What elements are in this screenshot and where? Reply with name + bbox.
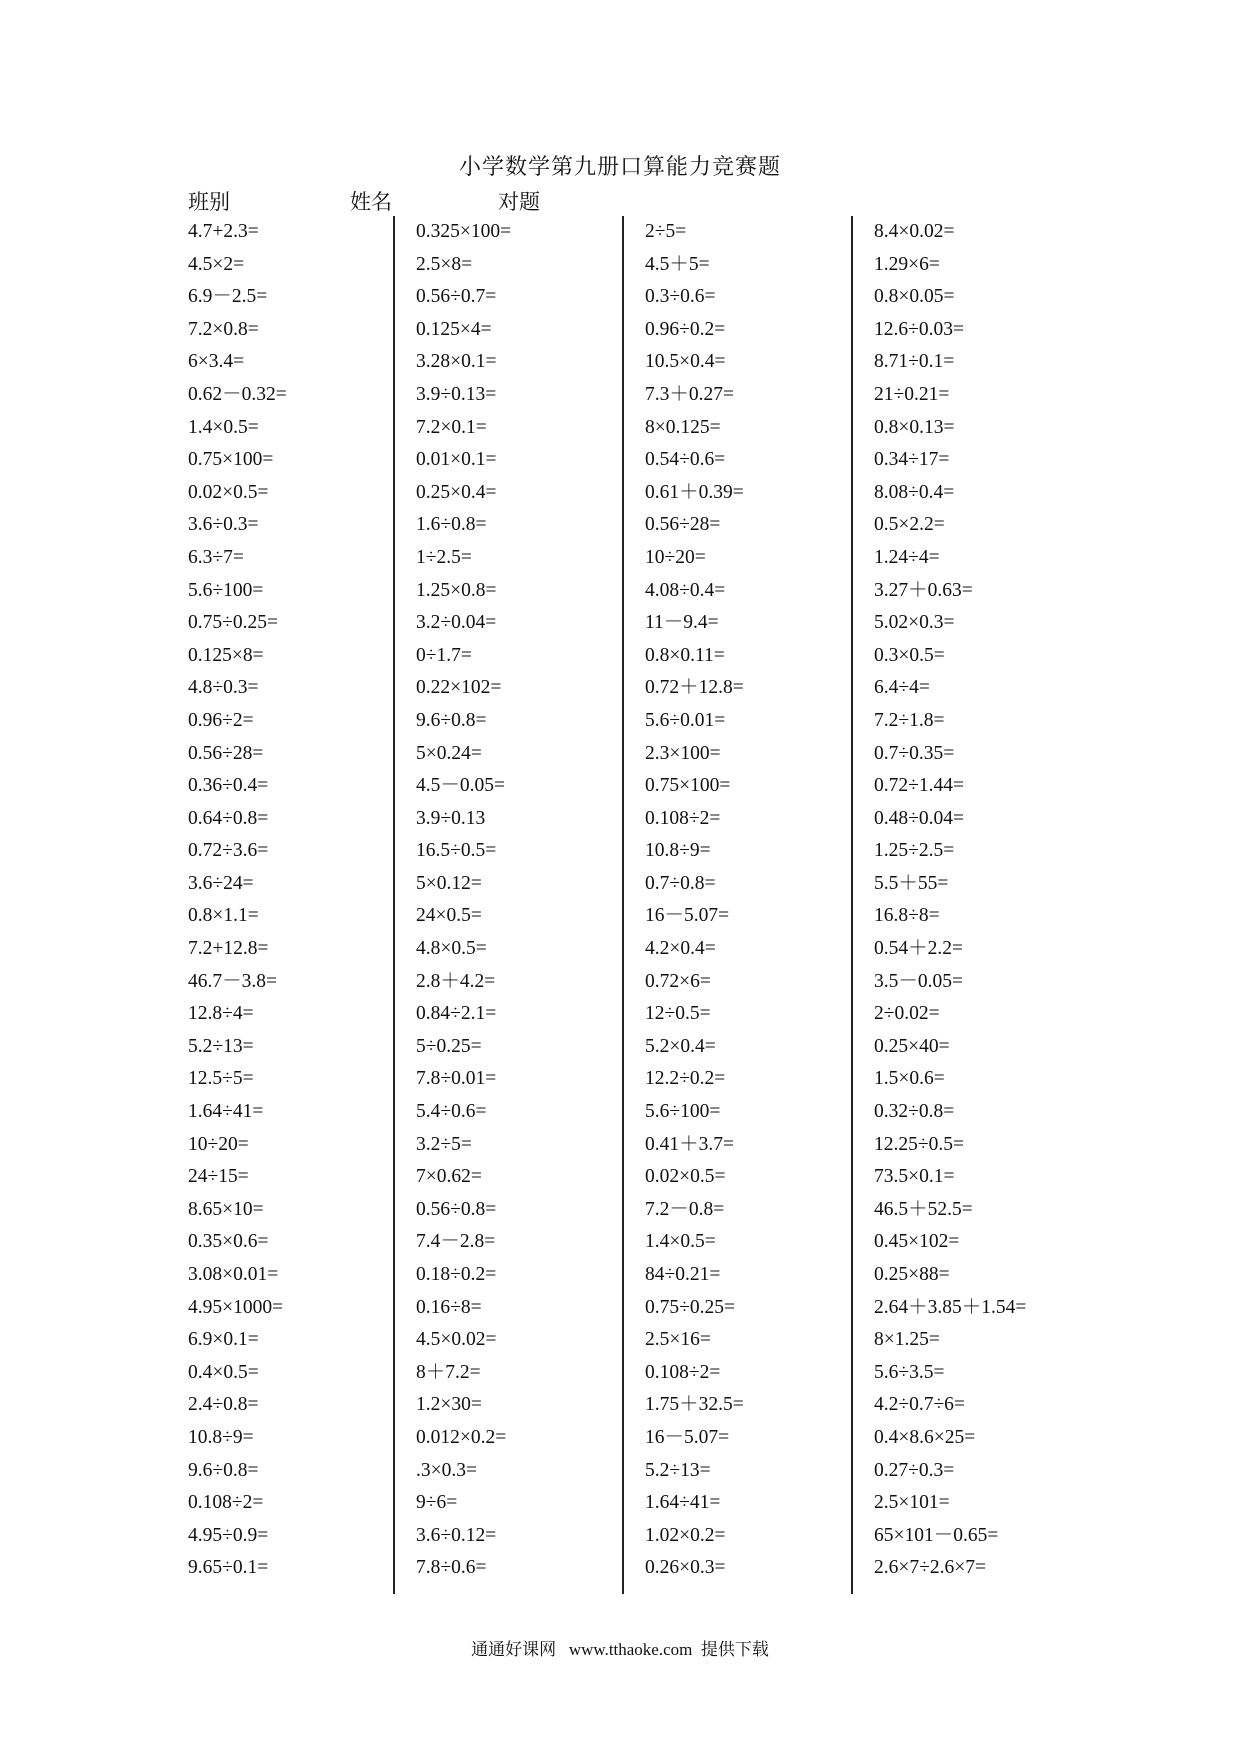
problem-item: 16.8÷8= (874, 905, 940, 927)
problem-item: 1.4×0.5= (645, 1231, 716, 1253)
problem-item: 5.6÷100= (645, 1101, 721, 1123)
problem-item: 7.8÷0.01= (416, 1068, 497, 1090)
problem-item: 0.72÷1.44= (874, 775, 964, 797)
problem-item: 9.65÷0.1= (188, 1557, 269, 1579)
column-divider (622, 216, 624, 1594)
problem-item: 3.6÷0.12= (416, 1524, 497, 1546)
problem-item: 0.8×0.11= (645, 644, 725, 666)
problem-item: 3.6÷0.3= (188, 514, 259, 536)
problem-item: 2.4÷0.8= (188, 1394, 259, 1416)
page-title: 小学数学第九册口算能力竞赛题 (458, 154, 781, 179)
problem-item: 16－5.07= (645, 1426, 730, 1448)
problem-item: 4.5×0.02= (416, 1329, 497, 1351)
problem-item: 8＋7.2= (416, 1361, 481, 1383)
problem-item: 16－5.07= (645, 905, 730, 927)
problem-column-2 (416, 216, 644, 1585)
problem-item: 0.75÷0.25= (188, 612, 278, 634)
problem-item: 7.2－0.8= (645, 1198, 725, 1220)
problem-item: 0.72＋12.8= (645, 677, 744, 699)
problem-item: 10.5×0.4= (645, 351, 726, 373)
problem-item: 6.9×0.1= (188, 1329, 259, 1351)
problem-item: 2.5×16= (645, 1329, 711, 1351)
problem-column-4 (874, 216, 1102, 1585)
problem-item: 0.36÷0.4= (188, 775, 269, 797)
problem-item: 6.9－2.5= (188, 286, 268, 308)
problem-item: 0.325×100= (416, 221, 512, 242)
problem-item: 5.6÷0.01= (645, 709, 726, 731)
problem-item: 12÷0.5= (645, 1003, 711, 1025)
footer-credit: 通通好课网 www.tthaoke.com 提供下载 (471, 1640, 769, 1659)
problem-item: 0.4×8.6×25= (874, 1426, 976, 1448)
problem-item: 73.5×0.1= (874, 1166, 955, 1188)
problem-item: 12.25÷0.5= (874, 1133, 964, 1155)
problem-item: 0.22×102= (416, 677, 502, 699)
problem-item: 24÷15= (188, 1166, 249, 1188)
problem-item: 0.5×2.2= (874, 514, 945, 536)
problem-item: 5÷0.25= (416, 1035, 482, 1057)
problem-item: 0.32÷0.8= (874, 1101, 955, 1123)
problem-item: 0.4×0.5= (188, 1361, 259, 1383)
problem-item: 5.2×0.4= (645, 1035, 716, 1057)
problem-item: 8.08÷0.4= (874, 481, 955, 503)
problem-item: 1.6÷0.8= (416, 514, 487, 536)
problem-item: 1.24÷4= (874, 546, 940, 568)
problem-item: 0.25×88= (874, 1264, 950, 1285)
problem-item: 4.08÷0.4= (645, 579, 726, 601)
problem-item: 4.8×0.5= (416, 938, 487, 960)
problem-item: 0.108÷2= (188, 1492, 264, 1514)
problem-item: 4.5×2= (188, 253, 245, 275)
problem-item: 0.45×102= (874, 1231, 960, 1253)
problem-item: 3.9÷0.13 (416, 807, 486, 829)
correct-count-label: 对题 (498, 190, 540, 214)
problem-item: 6×3.4= (188, 351, 245, 373)
problem-item: 0.96÷2= (188, 709, 254, 731)
problem-item: 0.75÷0.25= (645, 1296, 735, 1318)
problem-item: 1÷2.5= (416, 546, 472, 568)
problem-item: 0.125×8= (188, 644, 264, 666)
problem-item: 2.5×101= (874, 1492, 950, 1514)
problem-item: 6.3÷7= (188, 546, 244, 568)
problem-item: 0.01×0.1= (416, 449, 497, 471)
problem-item: 8.4×0.02= (874, 221, 955, 242)
problem-item: 8.65×10= (188, 1198, 264, 1220)
problem-item: 1.2×30= (416, 1394, 482, 1416)
problem-item: 0.72÷3.6= (188, 840, 269, 862)
problem-item: 1.4×0.5= (188, 416, 259, 438)
problem-item: 0.16÷8= (416, 1296, 482, 1318)
problem-item: 5.6÷3.5= (874, 1361, 945, 1383)
problem-item: 3.5－0.05= (874, 970, 963, 992)
problem-item: 7.2+12.8= (188, 938, 269, 960)
problem-item: 7.4－2.8= (416, 1231, 496, 1253)
problem-item: 6.4÷4= (874, 677, 930, 699)
problem-item: 1.29×6= (874, 253, 940, 275)
problem-item: 84÷0.21= (645, 1264, 721, 1285)
problem-item: 8.71÷0.1= (874, 351, 955, 373)
problem-item: 1.64÷41= (188, 1101, 264, 1123)
problem-item: 10÷20= (645, 546, 706, 568)
problem-item: 46.5＋52.5= (874, 1198, 973, 1220)
problem-item: 0.56÷28= (188, 742, 264, 764)
problem-item: 0.108÷2= (645, 807, 721, 829)
problem-item: 10÷20= (188, 1133, 249, 1155)
problem-item: 0.012×0.2= (416, 1426, 507, 1448)
problem-item: 0.25×40= (874, 1035, 950, 1057)
problem-item: 0.54＋2.2= (874, 938, 963, 960)
problem-item: 4.7+2.3= (188, 221, 259, 242)
problem-item: 0.61＋0.39= (645, 481, 744, 503)
problem-item: 0.108÷2= (645, 1361, 721, 1383)
problem-item: 0.8×0.13= (874, 416, 955, 438)
problem-item: 0.56÷28= (645, 514, 721, 536)
problem-item: 7×0.62= (416, 1166, 482, 1188)
problem-item: 0.7÷0.35= (874, 742, 955, 764)
problem-item: 0.125×4= (416, 318, 492, 340)
problem-item: 1.25÷2.5= (874, 840, 955, 862)
problem-item: 0÷1.7= (416, 644, 472, 666)
problem-item: 0.02×0.5= (645, 1166, 726, 1188)
problem-item: 24×0.5= (416, 905, 482, 927)
problem-item: 0.96÷0.2= (645, 318, 726, 340)
problem-item: 9.6÷0.8= (188, 1459, 259, 1481)
problem-item: 2÷0.02= (874, 1003, 940, 1025)
problem-item: 3.2÷5= (416, 1133, 472, 1155)
problem-item: 0.35×0.6= (188, 1231, 269, 1253)
problem-item: 9÷6= (416, 1492, 458, 1514)
problem-item: 3.08×0.01= (188, 1264, 279, 1285)
problem-item: 3.28×0.1= (416, 351, 497, 373)
problem-item: 5.5＋55= (874, 872, 949, 894)
problem-item: 9.6÷0.8= (416, 709, 487, 731)
problem-item: 0.48÷0.04= (874, 807, 964, 829)
problem-item: 1.02×0.2= (645, 1524, 726, 1546)
problem-item: 5.2÷13= (645, 1459, 711, 1481)
problem-item: 0.41＋3.7= (645, 1133, 734, 1155)
problem-item: 46.7－3.8= (188, 970, 277, 992)
column-divider (393, 216, 395, 1594)
problem-item: 7.2×0.8= (188, 318, 259, 340)
problem-item: 0.3×0.5= (874, 644, 945, 666)
problem-item: 2÷5= (645, 221, 687, 242)
problem-item: 0.56÷0.7= (416, 286, 497, 308)
problem-item: 1.25×0.8= (416, 579, 497, 601)
problem-item: .3×0.3= (416, 1459, 477, 1481)
problem-item: 7.2×0.1= (416, 416, 487, 438)
problem-item: 4.5＋5= (645, 253, 710, 275)
problem-item: 4.2×0.4= (645, 938, 716, 960)
problem-item: 4.2÷0.7÷6= (874, 1394, 965, 1416)
problem-item: 0.26×0.3= (645, 1557, 726, 1579)
problem-item: 0.64÷0.8= (188, 807, 269, 829)
problem-item: 0.25×0.4= (416, 481, 497, 503)
problem-item: 7.8÷0.6= (416, 1557, 487, 1579)
problem-item: 12.5÷5= (188, 1068, 254, 1090)
problem-item: 5×0.12= (416, 872, 482, 894)
problem-item: 0.75×100= (188, 449, 274, 471)
problem-item: 3.27＋0.63= (874, 579, 973, 601)
problem-item: 2.8＋4.2= (416, 970, 496, 992)
problem-item: 5.02×0.3= (874, 612, 955, 634)
problem-item: 12.2÷0.2= (645, 1068, 726, 1090)
problem-item: 0.84÷2.1= (416, 1003, 497, 1025)
problem-item: 2.64＋3.85＋1.54= (874, 1296, 1027, 1318)
problem-item: 0.18÷0.2= (416, 1264, 497, 1285)
problem-item: 1.64÷41= (645, 1492, 721, 1514)
problem-item: 0.62－0.32= (188, 383, 287, 405)
problem-item: 1.5×0.6= (874, 1068, 945, 1090)
problem-item: 1.75＋32.5= (645, 1394, 744, 1416)
problem-item: 0.75×100= (645, 775, 731, 797)
problem-item: 21÷0.21= (874, 383, 950, 405)
class-label: 班别 (188, 190, 230, 214)
name-label: 姓名 (350, 190, 392, 214)
problem-item: 8×0.125= (645, 416, 721, 438)
problem-item: 3.2÷0.04= (416, 612, 497, 634)
column-divider (851, 216, 853, 1594)
problem-item: 0.7÷0.8= (645, 872, 716, 894)
problem-item: 7.3＋0.27= (645, 383, 734, 405)
problem-item: 12.6÷0.03= (874, 318, 964, 340)
problem-item: 65×101－0.65= (874, 1524, 999, 1546)
problem-item: 2.6×7÷2.6×7= (874, 1557, 986, 1579)
problem-item: 3.9÷0.13= (416, 383, 497, 405)
problem-item: 0.02×0.5= (188, 481, 269, 503)
problem-item: 10.8÷9= (188, 1426, 254, 1448)
problem-item: 4.95×1000= (188, 1296, 284, 1318)
problem-item: 5.6÷100= (188, 579, 264, 601)
problem-item: 5.2÷13= (188, 1035, 254, 1057)
problem-item: 2.3×100= (645, 742, 721, 764)
problem-item: 5.4÷0.6= (416, 1101, 487, 1123)
problem-item: 3.6÷24= (188, 872, 254, 894)
problem-item: 0.72×6= (645, 970, 711, 992)
problem-item: 0.3÷0.6= (645, 286, 716, 308)
problem-column-1 (188, 216, 416, 1585)
problem-item: 4.8÷0.3= (188, 677, 259, 699)
problem-item: 0.56÷0.8= (416, 1198, 497, 1220)
problem-item: 0.54÷0.6= (645, 449, 726, 471)
problem-item: 0.27÷0.3= (874, 1459, 955, 1481)
problem-item: 0.8×1.1= (188, 905, 259, 927)
problem-item: 4.95÷0.9= (188, 1524, 269, 1546)
problem-item: 12.8÷4= (188, 1003, 254, 1025)
problem-item: 8×1.25= (874, 1329, 940, 1351)
problem-item: 0.8×0.05= (874, 286, 955, 308)
problem-column-3 (645, 216, 873, 1585)
problem-item: 4.5－0.05= (416, 775, 505, 797)
problem-item: 7.2÷1.8= (874, 709, 945, 731)
problem-item: 11－9.4= (645, 612, 719, 634)
problem-item: 2.5×8= (416, 253, 473, 275)
problem-item: 0.34÷17= (874, 449, 950, 471)
problem-item: 16.5÷0.5= (416, 840, 497, 862)
problem-item: 10.8÷9= (645, 840, 711, 862)
problem-item: 5×0.24= (416, 742, 482, 764)
